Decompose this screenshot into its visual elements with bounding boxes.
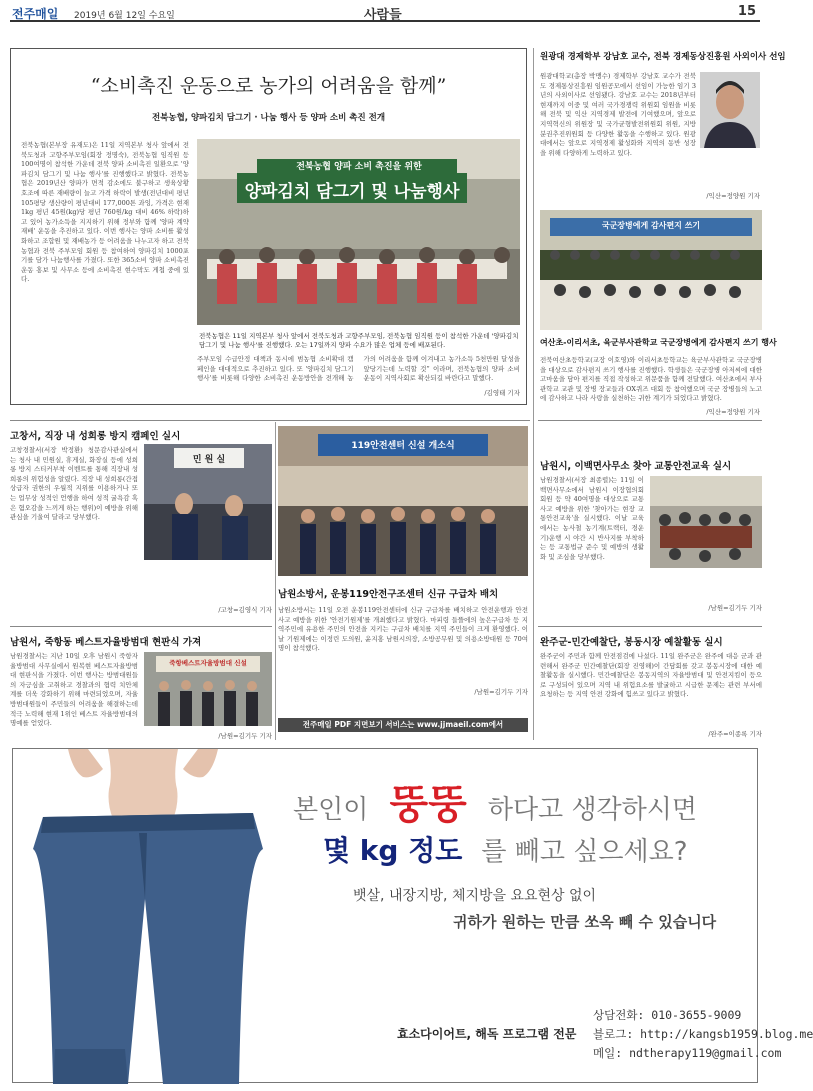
ad-phone[interactable]: 상담전화: 010-3655-9009 [593,1008,742,1022]
ad-sub2: 귀하가 원하는 만큼 쏘옥 빼 수 있습니다 [453,913,717,931]
gochang-headline: 고창서, 직장 내 성희롱 방지 캠페인 실시 [10,431,181,442]
wonkwang-body-top: 원광대학교(총장 박맹수) 경제학부 강남호 교수가 전북도 경제통상진흥원 임원공모에서 선임이 가능한 임기 3년의 사외이사로 선임됐다. 강남호 교수는 2018년부터 현재까지 이중 및 여러 국가경쟁력 위원회 임원을 비롯해 전북 및 익산 지역경제 발전에 기여했으며, 앞으로 지역혁신의 위원장 및 국가균형발전위원회 위원, 지방분권추진위원회 등 다양한 활동을 수행하고 있다. 원광대에서는 앞으로 지역경제 활성화와 지역의 동반 성장을 위해 다양하게 노력하고 있다. [540,72,696,157]
lead-title: “소비촉진 운동으로 농가의 어려움을 함께” [90,75,447,97]
lead-body-right: 주부모임 수급안정 대책과 동시에 범농협 소비확대 캠페인을 대대적으로 추진하고 있다. 또 '양파김치 담그기 행사'를 비롯해 다양한 소비촉진 운동방안을 전개해 농가의 어려움을 함께 이겨내고 농가소득 5천만원 달성을 앞당기는데 노력할 것” 이라며, 전북농협의 양파 소비 운동이 지역사회로 확산되길 바란다고 말했다. [197,355,520,383]
wanju-headline: 완주군-민간예찰단, 봉동시장 예찰활동 실시 [540,637,723,648]
ibaek-byline: /남원=김기두 기자 [708,604,762,612]
gochang-body: 고창경찰서(서장 박정환) 청문감사관실에서는 청사 내 민원실, 휴게실, 화장실 등에 성희롱 방지 스티커부착 이벤트를 통해 직장내 성희롱의 위험성을 알렸다. 직장 내 성희롱(간접 상급자 권한의 우월적 지위를 이용하거나 또는 업무상 성적인 언행을 하여 성적 굴욕감 혹은 혐오감을 느끼게 하는 행위)이 예방을 위해 관심을 기울여 달라고 당부했다. [10,446,138,522]
ibaek-headline: 남원시, 이백면사무소 찾아 교통안전교육 실시 [540,461,732,472]
section-title: 사람들 [364,8,402,23]
ad-line2-a: 몇 kg 정도 [323,834,463,867]
row-divider [538,626,762,627]
lead-photo-caption: 전북농협은 11일 지역본부 청사 앞에서 전북도청과 고향주부모임, 전북농협 임직원 등이 참석한 가운데 '양파김치 담그기 및 나눔 행사'를 진행했다. 오는 17일까지 양파 수요가 많은 업체 등에 배포된다. [199,332,519,349]
row-divider [10,626,272,627]
wonkwang-byline: /익산=정양원 기자 [706,192,760,200]
lead-story [10,48,527,405]
ad-headline-1 [293,773,697,830]
wonkwang-headline: 원광대 경제학부 강남호 교수, 전북 경제동상진흥원 사외이사 선임 [540,52,786,62]
namwon-fire-byline: /남원=김기두 기자 [474,688,528,696]
wanju-body: 완주군이 주민과 함께 안전점검에 나섰다. 11일 완주군은 완주에 대응 군과 관련해서 완주군 민간예찰단(회장 진영해)이 간담회를 갖고 봉동시장에 대한 예찰활동을 실시했다. 민간예찰단은 봉동지역의 자율방범대 및 안전지킴이 등으로 구성되어 있으며 지역 내 위험요소를 발굴하고 시급한 문제는 관련 부서에 요청하는 등 지역 안전 강화에 힘쓰고 있다고 밝혔다. [540,652,762,699]
gochang-byline: /고창=김영식 기자 [218,606,272,614]
yeosan-body: 전북여산초등학교(교장 이호영)와 이리서초등학교는 육군부사관학교 국군장병을 대상으로 감사편지 쓰기 행사를 진행했다. 학생들은 국군장병 아저씨에 대한 고마움을 담아 편지를 직접 작성하고 위문품을 함께 전달했다. 여산초에서 부사관학교 교관 및 장병 장교들과 OX퀴즈 대회 등 참여했으며 국군 장병들의 노고에 감사하고 나라 사랑을 실천하는 귀한 계기가 되었다고 밝혔다. [540,356,762,403]
yeosan-byline: /익산=정양원 기자 [706,408,760,416]
ibaek-photo-graphic [650,476,762,568]
ad-line1-a: 본인이 [293,795,369,825]
gochang-photo [144,444,272,560]
lead-subtitle: 전북농협, 양파김치 담그기 · 나눔 행사 등 양파 소비 촉진 전개 [151,113,386,123]
ibaek-photo [650,476,762,568]
lead-photo-banner: 전북농협 양파 소비 촉진을 위한 [296,162,422,172]
column-divider [533,48,534,740]
diet-advertisement[interactable] [12,748,813,1083]
namwon-fire-body: 남원소방서는 11일 오전 운봉119안전센터에 신규 구급차를 배치하고 안전운행과 안전사고 예방을 위한 '안전기원제'를 개최했다고 밝혔다. 마피령 들뜰에의 높은구급차 등 지역주민에 유용한 주민의 안전을 지키는 구급차 배치를 지역 주민들이 크게 환영했다. 이날 기원제에는 이정린 도의원, 윤지홍 남원시의장, 소방공무원 및 의용소방대원 등 70여명이 참석했다. [278,606,528,653]
ad-line1-b: 뚱뚱 [389,782,467,828]
row-divider [538,420,762,421]
ad-line2-b: 를 빼고 싶으세요? [481,837,688,867]
namwon-fire-photo [278,426,528,576]
lead-byline: /김영태 기자 [484,389,520,397]
school-photo-banner: 국군장병에게 감사편지 쓰기 [601,221,701,230]
lead-photo-banner-big: 양파김치 담그기 및 나눔행사 [244,182,460,202]
yeosan-headline: 여산초-이리서초, 육군부사관학교 국군장병에게 감사편지 쓰기 행사 [540,338,777,347]
issue-date: 2019년 6월 12일 수요일 [74,11,175,21]
page-header [10,4,760,22]
newspaper-logo: 전주매일 [12,7,59,21]
lead-photo [197,139,520,325]
ad-line1-c: 하다고 생각하시면 [487,795,698,825]
namwon-police-byline: /남원=김기두 기자 [218,732,272,740]
ad-email-link[interactable]: 메일: ndtherapy119@gmail.com [593,1046,782,1060]
namwon-police-photo [144,652,272,726]
namwon-police-headline: 남원서, 죽항동 베스트자율방범대 현판식 가져 [10,637,202,648]
lead-body-left: 전북농협(본부장 유재도)은 11일 지역본부 청사 앞에서 전북도청과 고향주부모임(회장 정명숙), 전북농협 임직원 등 100여명이 참석한 가운데 전북 양파 소비촉진 일환으로 '양파김치 담그기 및 나눔 행사'를 진행했다고 밝혔다. 전북농협은 2019년산 양파가 면적 감소에도 불구하고 생육상황 호조에 따른 재배량이 늘고 가격 하락이 발생(전년대비 평년 105평당 생산량이 평년대비 177,000톤 과잉, 가격은 현재 1kg 평년 45원(kg)당 평년 760원/kg 대비 46% 하락)하고 있어 농가소득을 지지하기 위해 정부와 함께 '양파 계약재배' 운동을 추진하고 있다. 이번 행사는 양파 소비를 활성화하고 조합원 및 재배농가 등 어려움을 나누고자 하고 전북 농협과 전북 주부모임 회원 등 참여하여 양파김치 1000포기를 담가 나눔행사를 가졌다. 또한 365소비 양파 소비촉진 운동 홍보 및 사무소 등에 소비촉진 현수막도 게첩 중에 있다. [21,141,189,284]
ad-sub1: 뱃살, 내장지방, 체지방을 요요현상 없이 [353,888,597,904]
fire-photo-banner: 119안전센터 신설 개소식 [351,441,455,451]
ad-brand: 효소다이어트, 해독 프로그램 전문 [397,1027,577,1041]
ibaek-body: 남원경찰서(서장 최종렬)는 11일 이백면사무소에서 남원시 이장협의회회원 등 약 40여명을 대상으로 교통사고 예방을 위한 '찾아가는 현장 교통안전교육'을 실시했다. 이날 교육에서는 농사철 농기계(트랙터, 경운기)운행 시 야간 시 반사지를 부착하는 등 교통법규 준수 및 예방의 생활화 및 조심을 당부했다. [540,476,644,561]
ad-headline-2 [323,829,688,869]
namwon-police-body: 남원경찰서는 지난 10일 오후 남원시 죽항자율방범대 사무실에서 원복현 베스트자율방범대 현판식을 가졌다. 이번 행사는 방범대원들의 자긍심을 고취하고 경찰과의 협력 치안체계를 더욱 강화하기 위해 마련되었으며, 자율방범대원들이 주민들의 어려움을 해결하는데 적극 노력해 현재 1위인 베스트 자율방범대의 명예를 얻었다. [10,652,138,728]
column-divider [275,422,276,740]
row-divider [10,420,530,421]
ad-blog-link[interactable]: 블로그: http://kangsb1959.blog.me [593,1027,813,1041]
namwon-fire-headline: 남원소방서, 운봉119안전구조센터 신규 구급차 배치 [278,589,499,600]
page-number: 15 [737,4,756,19]
wanju-byline: /완주=이종록 기자 [708,730,762,738]
gochang-sign: 민 원 실 [192,455,226,465]
ad-model-figure [13,749,273,1084]
police-photo-sign: 죽항베스트자율방범대 신설 [169,659,247,667]
professor-portrait [700,72,760,148]
portrait-graphic [700,72,760,148]
pdf-notice[interactable]: 전주매일 PDF 지면보기 서비스는 www.jjmaeil.com에서 [278,718,528,732]
school-event-photo [540,210,762,330]
